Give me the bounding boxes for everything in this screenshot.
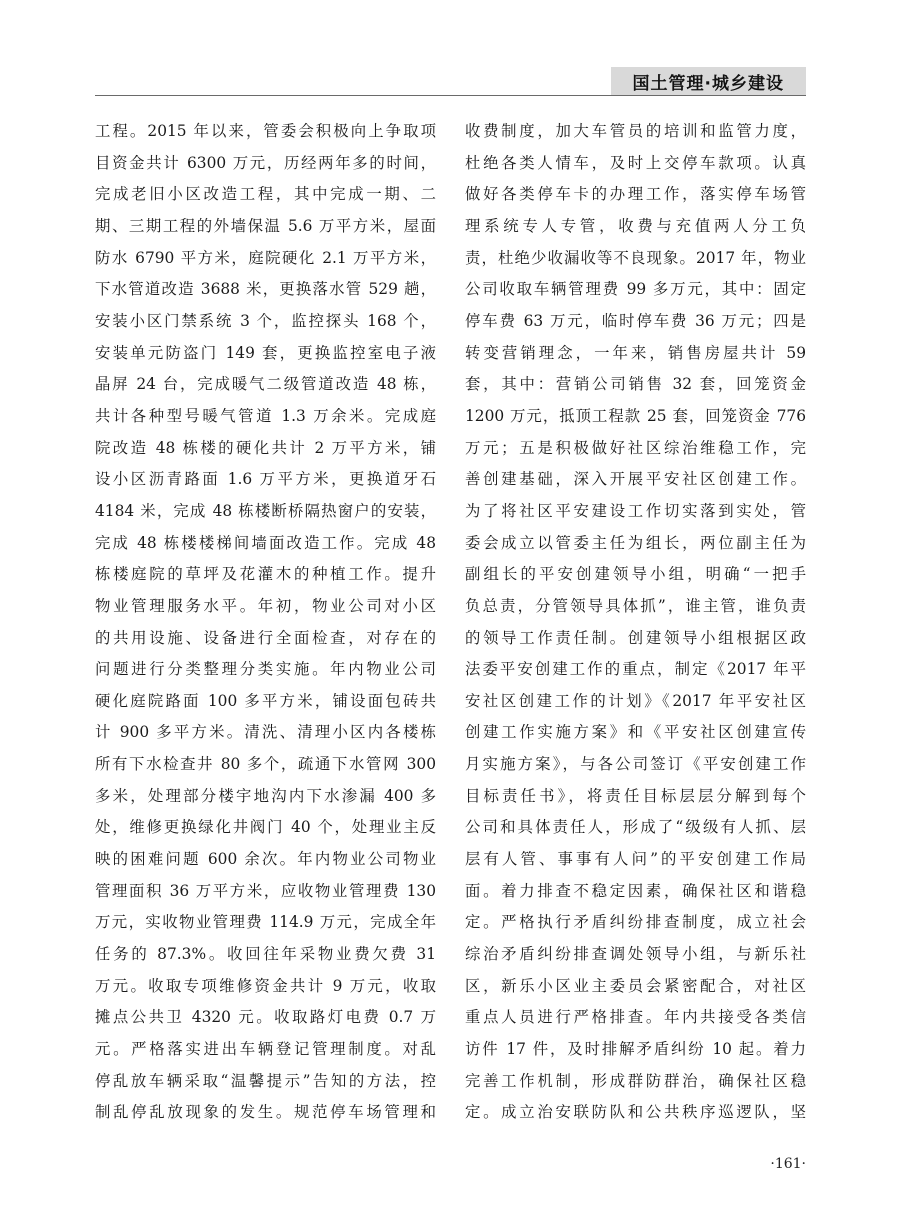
text-line: 创建工作实施方案》和《平安社区创建宣传	[465, 723, 806, 742]
text-line: 完善工作机制，形成群防群治，确保社区稳	[465, 1071, 806, 1090]
text-line: 理系统专人专管，收费与充值两人分工负	[465, 216, 806, 235]
text-line: 区，新乐小区业主委员会紧密配合，对社区	[465, 976, 806, 995]
text-line: 元。严格落实进出车辆登记管理制度。对乱	[95, 1040, 436, 1059]
header-rule	[95, 95, 806, 96]
text-line: 目资金共计 6300 万元，历经两年多的时间，	[95, 153, 436, 172]
text-line: 共计各种型号暖气管道 1.3 万余米。完成庭	[95, 406, 436, 425]
right-column	[465, 116, 806, 1129]
text-line: 映的困难问题 600 余次。年内物业公司物业	[95, 850, 436, 869]
text-line: 院改造 48 栋楼的硬化共计 2 万平方米，铺	[95, 438, 436, 457]
text-line: 下水管道改造 3688 米，更换落水管 529 趟，	[95, 280, 436, 299]
text-line: 套，其中：营销公司销售 32 套，回笼资金	[465, 375, 806, 394]
text-line: 面。着力排查不稳定因素，确保社区和谐稳	[465, 881, 806, 900]
text-line: 做好各类停车卡的办理工作，落实停车场管	[465, 185, 806, 204]
text-line: 综治矛盾纠纷排查调处领导小组，与新乐社	[465, 945, 806, 964]
page-number: ·161·	[770, 1156, 806, 1172]
text-line: 设小区沥青路面 1.6 万平方米，更换道牙石	[95, 470, 436, 489]
text-line: 负总责，分管领导具体抓”，谁主管，谁负责	[465, 596, 806, 615]
text-line: 安装小区门禁系统 3 个，监控探头 168 个，	[95, 311, 436, 330]
text-line: 万元；五是积极做好社区综治维稳工作，完	[465, 438, 806, 457]
text-line: 公司收取车辆管理费 99 多万元，其中：固定	[465, 280, 806, 299]
text-line: 定。严格执行矛盾纠纷排查制度，成立社会	[465, 913, 806, 932]
text-line: 摊点公共卫 4320 元。收取路灯电费 0.7 万	[95, 1008, 436, 1027]
text-line: 防水 6790 平方米，庭院硬化 2.1 万平方米，	[95, 248, 436, 267]
text-line: 管理面积 36 万平方米，应收物业管理费 130	[95, 881, 436, 900]
text-line: 任务的 87.3%。收回往年采物业费欠费 31	[95, 945, 436, 964]
text-line: 工程。2015 年以来，管委会积极向上争取项	[95, 122, 436, 140]
section-title: 国土管理·城乡建设	[632, 73, 784, 94]
text-line: 完成 48 栋楼楼梯间墙面改造工作。完成 48	[95, 533, 436, 552]
text-line: 计 900 多平方米。清洗、清理小区内各楼栋	[95, 723, 436, 742]
text-line: 停乱放车辆采取“温馨提示”告知的方法，控	[95, 1071, 436, 1090]
left-column	[95, 116, 436, 1129]
text-line: 转变营销理念，一年来，销售房屋共计 59	[465, 343, 806, 362]
text-line: 副组长的平安创建领导小组，明确“一把手	[465, 565, 806, 584]
text-line: 制乱停乱放现象的发生。规范停车场管理和	[95, 1103, 436, 1122]
text-line: 万元。收取专项维修资金共计 9 万元，收取	[95, 976, 436, 995]
text-line: 善创建基础，深入开展平安社区创建工作。	[465, 470, 806, 489]
text-line: 完成老旧小区改造工程，其中完成一期、二	[95, 185, 436, 204]
text-line: 问题进行分类整理分类实施。年内物业公司	[95, 660, 436, 679]
text-line: 晶屏 24 台，完成暖气二级管道改造 48 栋，	[95, 375, 436, 394]
text-line: 所有下水检查井 80 多个，疏通下水管网 300	[95, 755, 436, 774]
body-text	[95, 116, 806, 1129]
text-line: 的领导工作责任制。创建领导小组根据区政	[465, 628, 806, 647]
text-line: 收费制度，加大车管员的培训和监管力度，	[465, 122, 806, 140]
text-line: 期、三期工程的外墙保温 5.6 万平方米，屋面	[95, 216, 436, 235]
text-line: 4184 米，完成 48 栋楼断桥隔热窗户的安装，	[95, 501, 436, 520]
text-line: 为了将社区平安建设工作切实落到实处，管	[465, 501, 806, 520]
text-line: 安社区创建工作的计划》《2017 年平安社区	[465, 691, 806, 710]
text-line: 目标责任书》，将责任目标层层分解到每个	[465, 786, 806, 805]
text-line: 层有人管、事事有人问”的平安创建工作局	[465, 850, 806, 869]
text-line: 硬化庭院路面 100 多平方米，铺设面包砖共	[95, 691, 436, 710]
text-line: 多米，处理部分楼宇地沟内下水渗漏 400 多	[95, 786, 436, 805]
text-line: 月实施方案》，与各公司签订《平安创建工作	[465, 755, 806, 774]
text-line: 委会成立以管委主任为组长，两位副主任为	[465, 533, 806, 552]
text-line: 停车费 63 万元，临时停车费 36 万元；四是	[465, 311, 806, 330]
text-line: 定。成立治安联防队和公共秩序巡逻队，坚	[465, 1103, 806, 1122]
text-line: 栋楼庭院的草坪及花灌木的种植工作。提升	[95, 565, 436, 584]
text-line: 万元，实收物业管理费 114.9 万元，完成全年	[95, 913, 436, 932]
text-line: 安装单元防盗门 149 套，更换监控室电子液	[95, 343, 436, 362]
text-line: 责，杜绝少收漏收等不良现象。2017 年，物业	[465, 248, 806, 267]
text-line: 法委平安创建工作的重点，制定《2017 年平	[465, 660, 806, 679]
text-line: 重点人员进行严格排查。年内共接受各类信	[465, 1008, 806, 1027]
text-line: 物业管理服务水平。年初，物业公司对小区	[95, 596, 436, 615]
text-line: 公司和具体责任人，形成了“级级有人抓、层	[465, 818, 806, 837]
section-header	[611, 67, 806, 95]
text-line: 1200 万元，抵顶工程款 25 套，回笼资金 776	[465, 406, 806, 425]
text-line: 的共用设施、设备进行全面检查，对存在的	[95, 628, 436, 647]
text-line: 处，维修更换绿化井阀门 40 个，处理业主反	[95, 818, 436, 837]
text-line: 访件 17 件，及时排解矛盾纠纷 10 起。着力	[465, 1040, 806, 1059]
text-line: 杜绝各类人情车，及时上交停车款项。认真	[465, 153, 806, 172]
